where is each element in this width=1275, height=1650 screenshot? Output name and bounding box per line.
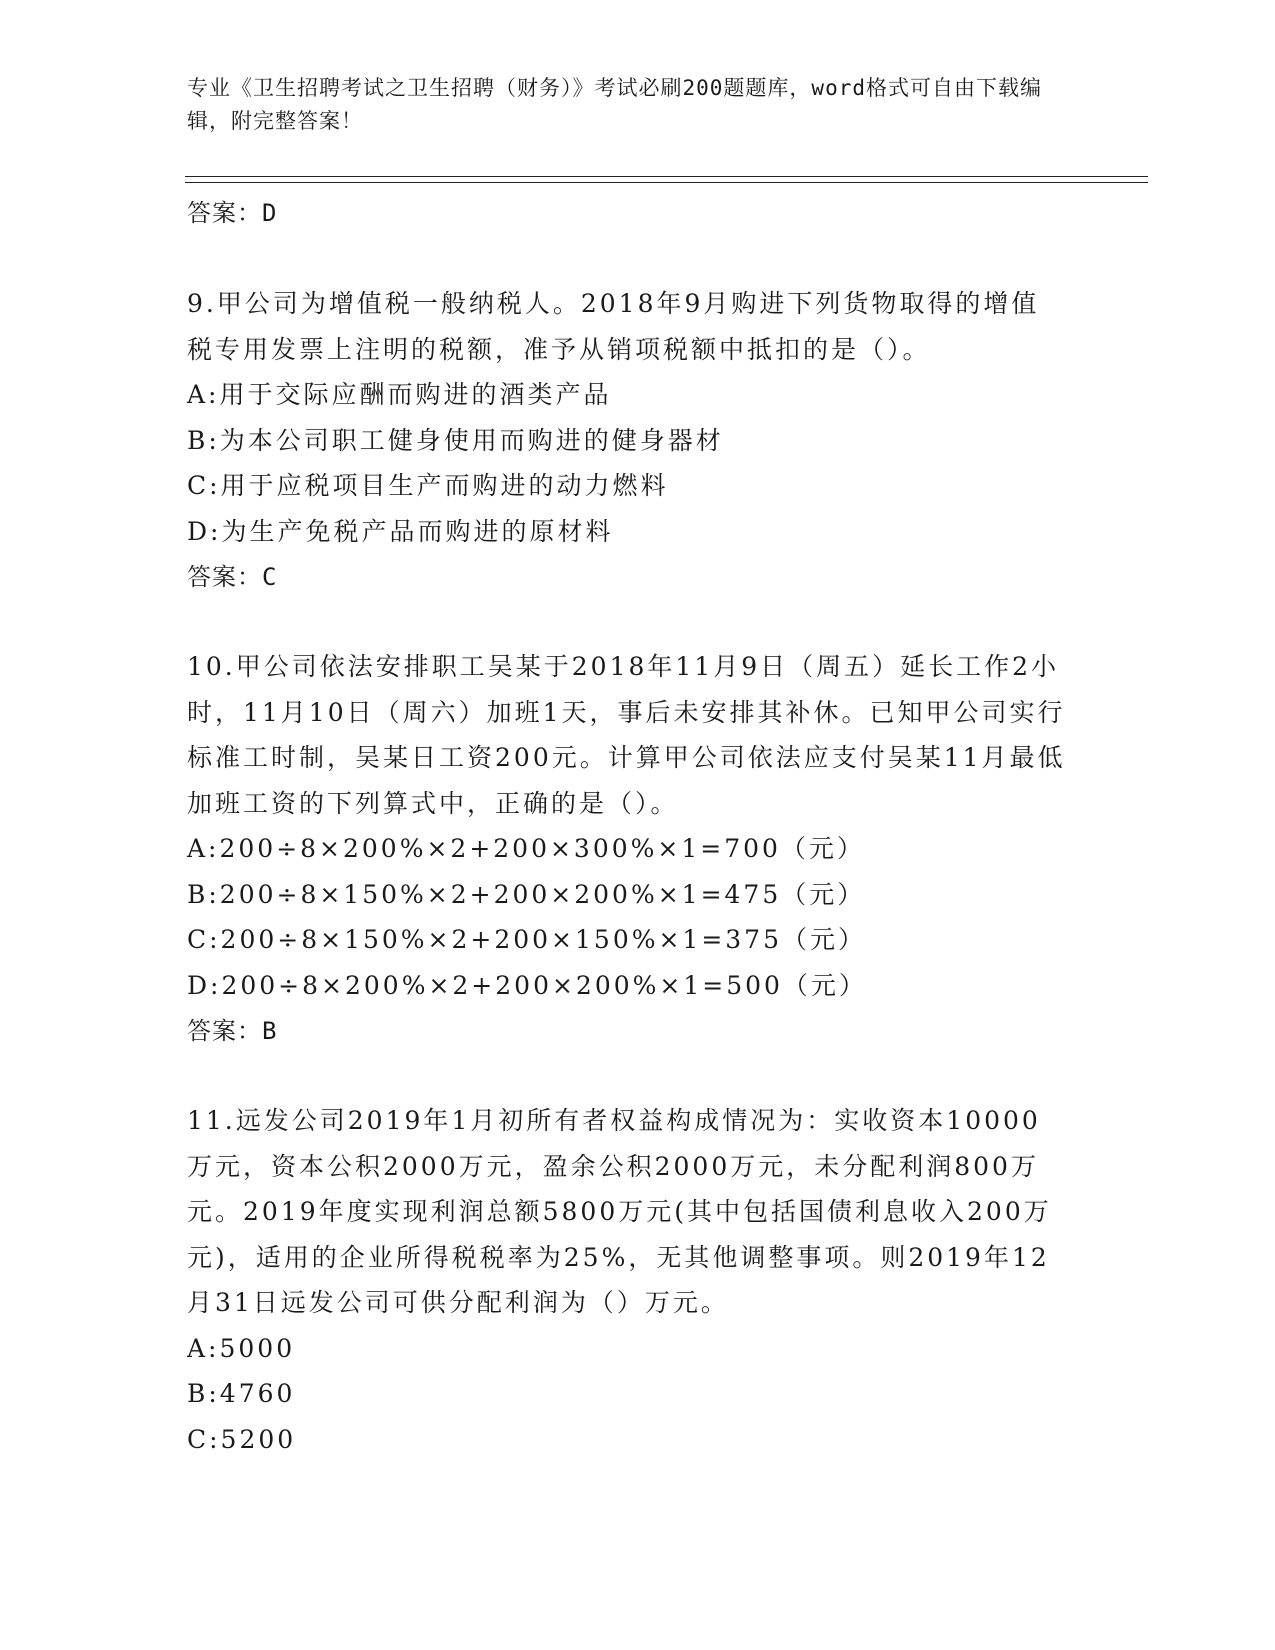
option-c: C:用于应税项目生产而购进的动力燃料 xyxy=(187,471,669,500)
option-a: A:5000 xyxy=(187,1333,296,1363)
question-9 xyxy=(187,281,1067,600)
option-c: C:5200 xyxy=(187,1424,297,1454)
question-11 xyxy=(187,1098,1067,1462)
document-header: 专业《卫生招聘考试之卫生招聘（财务）》考试必刷200题题库，word格式可自由下载编辑，附完整答案！ xyxy=(187,76,1042,133)
option-d: D:为生产免税产品而购进的原材料 xyxy=(187,516,614,546)
option-d: D:200÷8×200%×2+200×200%×1=500（元） xyxy=(187,970,867,1000)
header-rule-bottom xyxy=(185,182,1148,183)
page-content xyxy=(187,190,1067,1462)
option-a: A:200÷8×200%×2+200×300%×1=700（元） xyxy=(187,834,865,863)
option-c: C:200÷8×150%×2+200×150%×1=375（元） xyxy=(187,925,866,954)
option-a: A:用于交际应酬而购进的酒类产品 xyxy=(187,380,612,409)
header-rule-top xyxy=(185,176,1148,177)
option-b: B:4760 xyxy=(187,1379,296,1408)
question-stem: 11.远发公司2019年1月初所有者权益构成情况为：实收资本10000万元，资本公积2000万元，盈余公积2000万元，未分配利润800万元。2019年度实现利润总额5800万元(其中包括国债利息收入200万元)，适用的企业所得税税率为25%，无其他调整事项。则2019年12月31日远发公司可供分配利润为（）万元。 xyxy=(187,1106,1052,1317)
option-b: B:为本公司职工健身使用而购进的健身器材 xyxy=(187,425,724,455)
answer: 答案：C xyxy=(187,563,278,591)
previous-answer: 答案：D xyxy=(187,199,278,227)
question-stem: 9.甲公司为增值税一般纳税人。2018年9月购进下列货物取得的增值税专用发票上注明的税额，准予从销项税额中抵扣的是（）。 xyxy=(187,289,1040,364)
answer: 答案：B xyxy=(187,1017,278,1045)
question-10 xyxy=(187,644,1067,1054)
option-b: B:200÷8×150%×2+200×200%×1=475（元） xyxy=(187,879,866,909)
question-stem: 10.甲公司依法安排职工吴某于2018年11月9日（周五）延长工作2小时，11月10日（周六）加班1天，事后未安排其补休。已知甲公司实行标准工时制，吴某日工资200元。计算甲公司依法应支付吴某11月最低加班工资的下列算式中，正确的是（）。 xyxy=(187,652,1066,818)
